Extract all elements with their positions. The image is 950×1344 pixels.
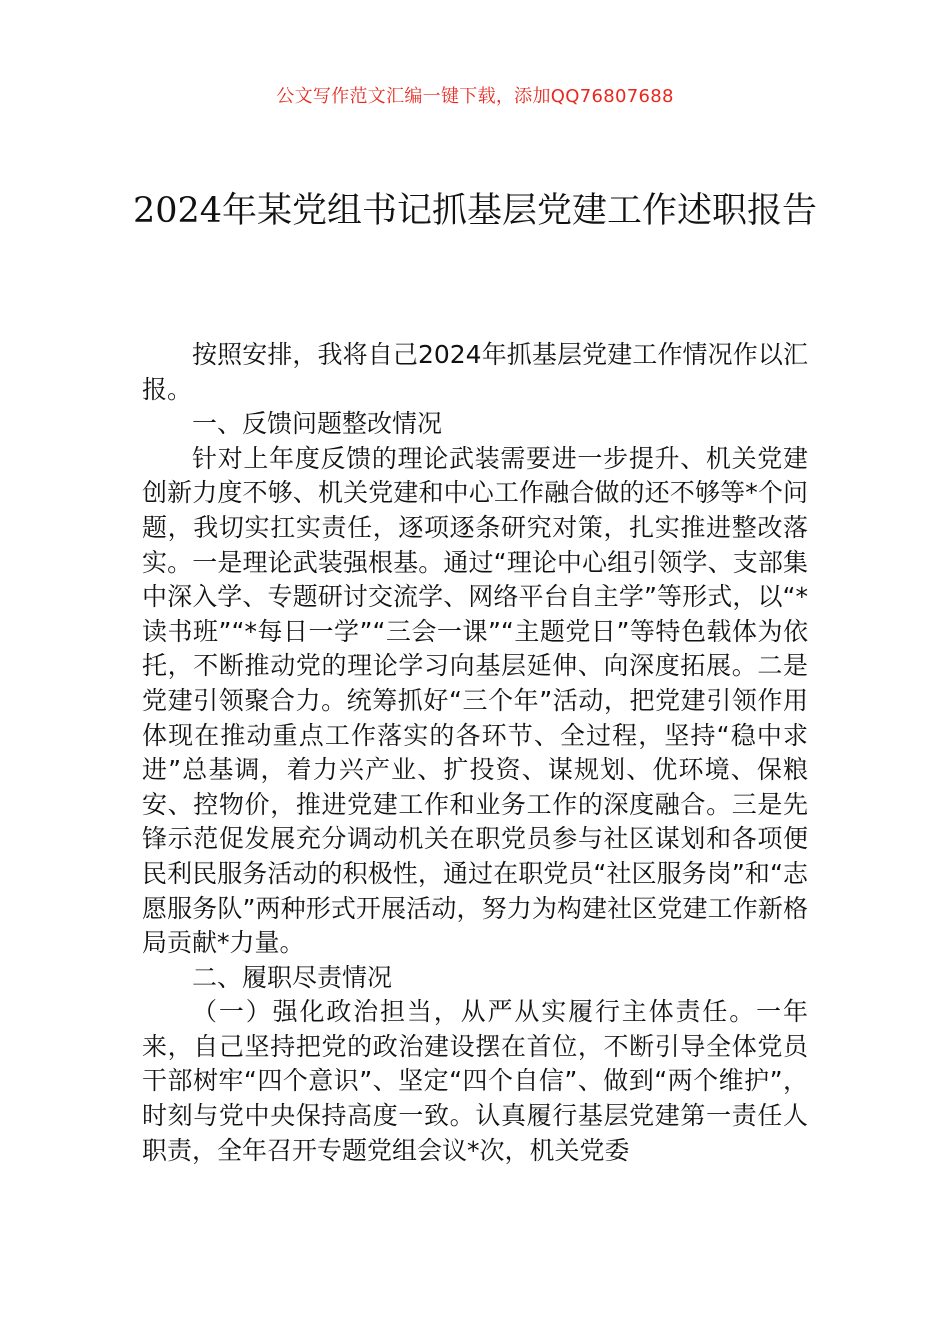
document-body (142, 338, 808, 1168)
download-banner: 公文写作范文汇编一键下载，添加QQ76807688 (276, 86, 674, 107)
section-heading-2: 二、履职尽责情况 (192, 962, 393, 992)
section-heading-1: 一、反馈问题整改情况 (192, 409, 443, 439)
section-1-paragraph: 针对上年度反馈的理论武装需要进一步提升、机关党建创新力度不够、机关党建和中心工作融合做的还不够等*个问题，我切实扛实责任，逐项逐条研究对策，扎实推进整改落实。一是理论武装强根基。通过“理论中心组引领学、支部集中深入学、专题研讨交流学、网络平台自主学”等形式，以“*读书班”“*每日一学”“三会一课”“主题党日”等特色载体为依托，不断推动党的理论学习向基层延伸、向深度拓展。二是党建引领聚合力。统筹抓好“三个年”活动，把党建引领作用体现在推动重点工作落实的各环节、全过程，坚持“稳中求进”总基调，着力兴产业、扩投资、谋规划、优环境、保粮安、控物价，推进党建工作和业务工作的深度融合。三是先锋示范促发展充分调动机关在职党员参与社区谋划和各项便民利民服务活动的积极性，通过在职党员“社区服务岗”和“志愿服务队”两种形式开展活动，努力为构建社区党建工作新格局贡献*力量。 (142, 443, 808, 958)
intro-paragraph: 按照安排，我将自己2024年抓基层党建工作情况作以汇报。 (142, 340, 808, 404)
section-2-paragraph: （一）强化政治担当，从严从实履行主体责任。一年来，自己坚持把党的政治建设摆在首位，不断引导全体党员干部树牢“四个意识”、坚定“四个自信”、做到“两个维护”，时刻与党中央保持高度一致。认真履行基层党建第一责任人职责，全年召开专题党组会议*次，机关党委 (142, 997, 808, 1165)
document-title: 2024年某党组书记抓基层党建工作述职报告 (132, 191, 818, 231)
